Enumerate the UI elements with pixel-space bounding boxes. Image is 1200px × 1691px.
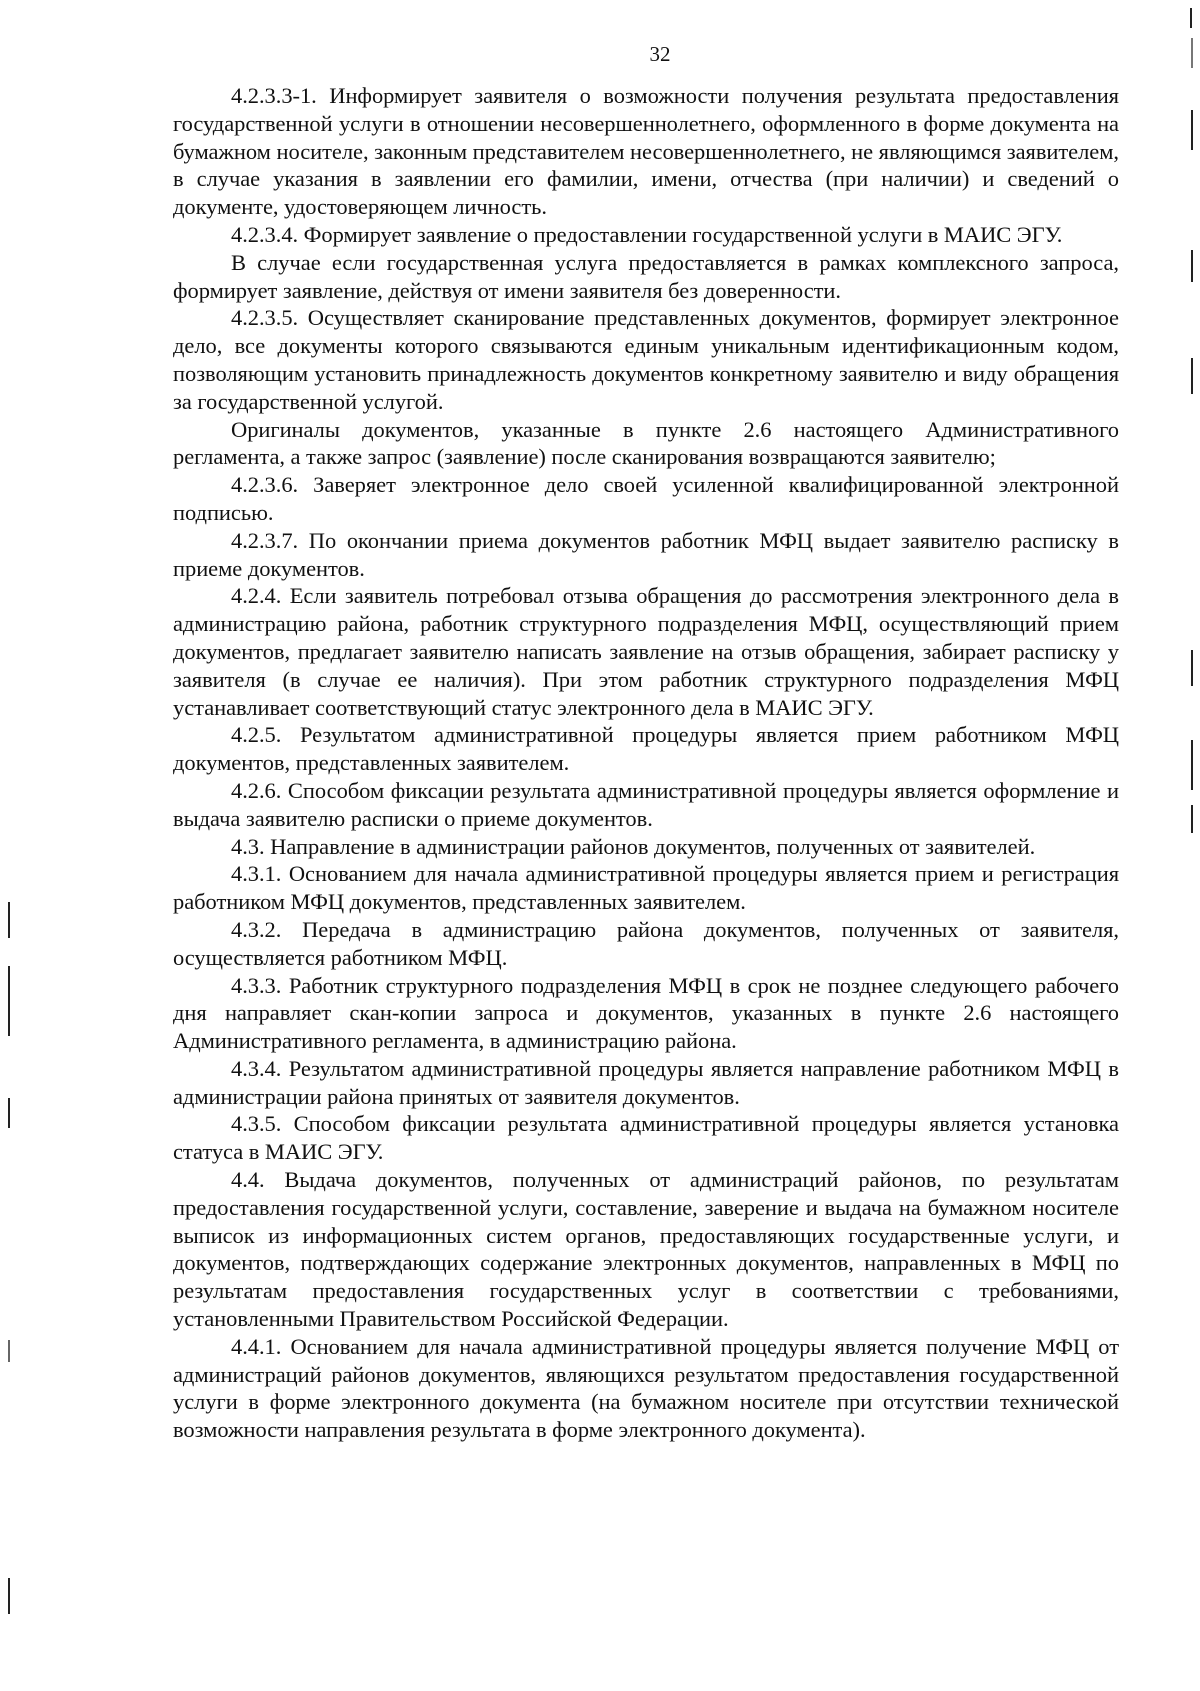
paragraph-4-3: 4.3. Направление в администрации районов документов, полученных от заявителей. [231,833,1036,859]
paragraph-4-2-3-7: 4.2.3.7. По окончании приема документов работник МФЦ выдает заявителю расписку в приеме документов. [173,527,1119,581]
scan-artifact-right-5 [1191,358,1193,394]
paragraph-4-2-3-4: 4.2.3.4. Формирует заявление о предоставлении государственной услуги в МАИС ЭГУ. [231,221,1063,247]
paragraph-4-3-5: 4.3.5. Способом фиксации результата административной процедуры является установка статуса в МАИС ЭГУ. [173,1111,1119,1165]
paragraph-complex-request: В случае если государственная услуга предоставляется в рамках комплексного запроса, формирует заявление, действуя от имени заявителя без доверенности. [173,249,1119,303]
paragraph-4-3-1: 4.3.1. Основанием для начала административной процедуры является прием и регистрация работником МФЦ документов, представленных заявителем. [173,861,1119,915]
scan-artifact-left-3 [8,1098,10,1128]
paragraph-4-3-2: 4.3.2. Передача в администрацию района документов, полученных от заявителя, осуществляется работником МФЦ. [173,916,1119,970]
scan-artifact-right-3 [1191,110,1193,150]
scan-artifact-right-4 [1191,250,1193,282]
scan-artifact-right-1 [1190,8,1192,28]
paragraph-4-2-4: 4.2.4. Если заявитель потребовал отзыва обращения до рассмотрения электронного дела в администрацию района, работник структурного подразделения МФЦ, осуществляющий прием документов, предлагает заявителю написать заявление на отзыв обращения, забирает расписку у заявителя (в случае ее наличия). При этом работник структурного подразделения МФЦ устанавливает соответствующий статус электронного дела в МАИС ЭГУ. [173,583,1119,720]
document-body [173,82,1119,1444]
paragraph-4-3-3: 4.3.3. Работник структурного подразделения МФЦ в срок не позднее следующего рабочего дня направляет скан-копии запроса и документов, указанных в пункте 2.6 настоящего Административного регламента, в администрацию района. [173,972,1119,1054]
scan-artifact-right-7 [1191,740,1193,790]
scan-artifact-right-8 [1191,805,1193,833]
paragraph-4-3-4: 4.3.4. Результатом административной процедуры является направление работником МФЦ в администрации района принятых от заявителя документов. [173,1055,1119,1109]
page-number: 32 [649,42,671,66]
paragraph-4-2-3-5: 4.2.3.5. Осуществляет сканирование представленных документов, формирует электронное дело, все документы которого связываются единым уникальным идентификационным кодом, позволяющим установить принадлежность документов конкретному заявителю и виду обращения за государственной услугой. [173,305,1119,414]
scan-artifact-right-2 [1191,38,1193,68]
scan-artifact-left-4 [8,1340,10,1362]
paragraph-4-2-5: 4.2.5. Результатом административной процедуры является прием работником МФЦ документов, представленных заявителем. [173,722,1119,776]
paragraph-4-2-3-6: 4.2.3.6. Заверяет электронное дело своей усиленной квалифицированной электронной подписью. [173,472,1119,525]
scan-artifact-left-1 [8,902,10,938]
paragraph-4-4: 4.4. Выдача документов, полученных от администраций районов, по результатам предоставления государственной услуги, составление, заверение и выдача на бумажном носителе выписок из информационных систем органов, предоставляющих государственные услуги, и документов, подтверждающих содержание электронных документов, направленных в МФЦ по результатам предоставления государственных услуг в соответствии с требованиями, установленными Правительством Российской Федерации. [173,1167,1119,1332]
paragraph-4-2-6: 4.2.6. Способом фиксации результата административной процедуры является оформление и выдача заявителю расписки о приеме документов. [173,777,1119,831]
paragraph-4-4-1: 4.4.1. Основанием для начала административной процедуры является получение МФЦ от администраций районов документов, являющихся результатом предоставления государственной услуги в форме электронного документа (на бумажном носителе при отсутствии технической возможности направления результата в форме электронного документа). [173,1333,1119,1443]
scan-artifact-left-5 [8,1578,10,1614]
scan-artifact-right-6 [1191,650,1193,686]
paragraph-originals: Оригиналы документов, указанные в пункте 2.6 настоящего Административного регламента, а также запрос (заявление) после сканирования возвращаются заявителю; [173,416,1119,470]
scan-artifact-left-2 [8,966,10,1036]
paragraph-4-2-3-3-1: 4.2.3.3-1. Информирует заявителя о возможности получения результата предоставления государственной услуги в отношении несовершеннолетнего, оформленного в форме документа на бумажном носителе, законным представителем несовершеннолетнего, не являющимся заявителем, в случае указания в заявлении его фамилии, имени, отчества (при наличии) и сведений о документе, удостоверяющем личность. [173,83,1119,220]
